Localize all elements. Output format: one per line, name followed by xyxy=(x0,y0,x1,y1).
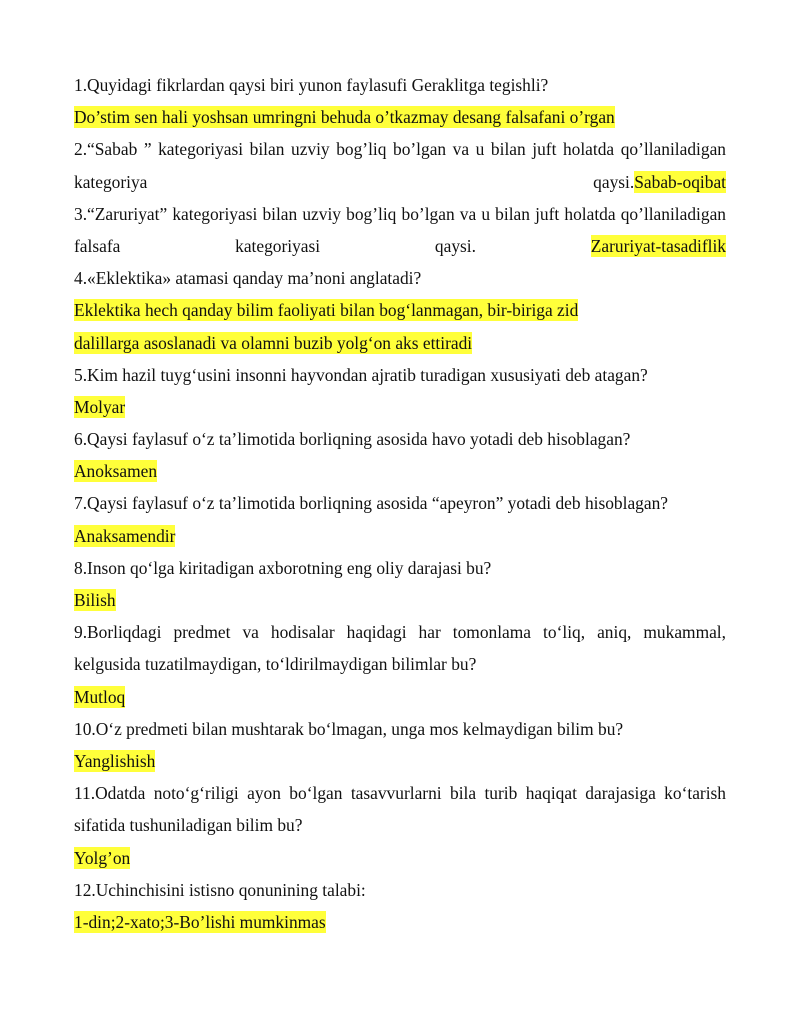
question-4: 4.«Eklektika» atamasi qanday ma’noni anglatadi? xyxy=(74,268,422,289)
answer-highlight: 1-din;2-xato;3-Bo’lishi mumkinmas xyxy=(74,911,326,932)
question-7: 7.Qaysi faylasuf o‘z ta’limotida borliqning asosida “apeyron” yotadi deb hisoblagan? xyxy=(74,493,669,514)
document-body xyxy=(74,69,726,938)
question-6: 6.Qaysi faylasuf o‘z ta’limotida borliqning asosida havo yotadi deb hisoblagan? xyxy=(74,429,631,450)
answer-4-line-1 xyxy=(74,294,726,326)
question-10: 10.O‘z predmeti bilan mushtarak bo‘lmagan, unga mos kelmaydigan bilim bu? xyxy=(74,718,624,739)
answer-1 xyxy=(74,101,726,133)
answer-highlight: Molyar xyxy=(74,396,126,417)
answer-highlight: Bilish xyxy=(74,590,116,611)
answer-highlight: Eklektika hech qanday bilim faoliyati bilan bog‘lanmagan, bir-biriga zid xyxy=(74,300,579,321)
answer-6 xyxy=(74,455,726,487)
question-9: 9.Borliqdagi predmet va hodisalar haqidagi har tomonlama to‘liq, aniq, mukammal, kelgusida tuzatilmaydigan, to‘ldirilmaydigan bilimlar bu? xyxy=(74,622,726,675)
question-text: 3.“Zaruriyat” kategoriyasi bilan uzviy bog’liq bo’lgan va u bilan juft holatda qo’llaniladigan falsafa kategoriyasi qaysi. xyxy=(74,203,726,256)
question-2 xyxy=(74,133,726,197)
answer-9 xyxy=(74,681,726,713)
answer-3: Zaruriyat-tasadiflik xyxy=(590,235,726,256)
answer-10 xyxy=(74,745,726,777)
answer-4-line-2 xyxy=(74,327,726,359)
question-5: 5.Kim hazil tuyg‘usini insonni hayvondan ajratib turadigan xususiyati deb atagan? xyxy=(74,364,648,385)
answer-11 xyxy=(74,842,726,874)
answer-12 xyxy=(74,906,726,938)
answer-highlight: Anaksamendir xyxy=(74,525,176,546)
question-1: 1.Quyidagi fikrlardan qaysi biri yunon faylasufi Geraklitga tegishli? xyxy=(74,75,549,95)
answer-2: Sabab-oqibat xyxy=(634,171,726,192)
answer-highlight: Do’stim sen hali yoshsan umringni behuda o’tkazmay desang falsafani o’rgan xyxy=(74,107,615,128)
answer-highlight: dalillarga asoslanadi va olamni buzib yolg‘on aks ettiradi xyxy=(74,332,473,353)
answer-5 xyxy=(74,391,726,423)
answer-highlight: Yanglishish xyxy=(74,750,156,771)
answer-highlight: Anoksamen xyxy=(74,461,158,482)
question-text: 2.“Sabab ” kategoriyasi bilan uzviy bog’liq bo’lgan va u bilan juft holatda qo’llaniladigan kategoriya qaysi. xyxy=(74,139,726,192)
answer-highlight: Mutloq xyxy=(74,686,126,707)
question-3 xyxy=(74,198,726,262)
answer-7 xyxy=(74,520,726,552)
answer-8 xyxy=(74,584,726,616)
question-12: 12.Uchinchisini istisno qonunining talabi: xyxy=(74,879,366,900)
question-8: 8.Inson qo‘lga kiritadigan axborotning eng oliy darajasi bu? xyxy=(74,557,492,578)
answer-highlight: Yolg’on xyxy=(74,847,131,868)
question-11: 11.Odatda noto‘g‘riligi ayon bo‘lgan tasavvurlarni bila turib haqiqat darajasiga ko‘tarish sifatida tushuniladigan bilim bu? xyxy=(74,783,726,836)
